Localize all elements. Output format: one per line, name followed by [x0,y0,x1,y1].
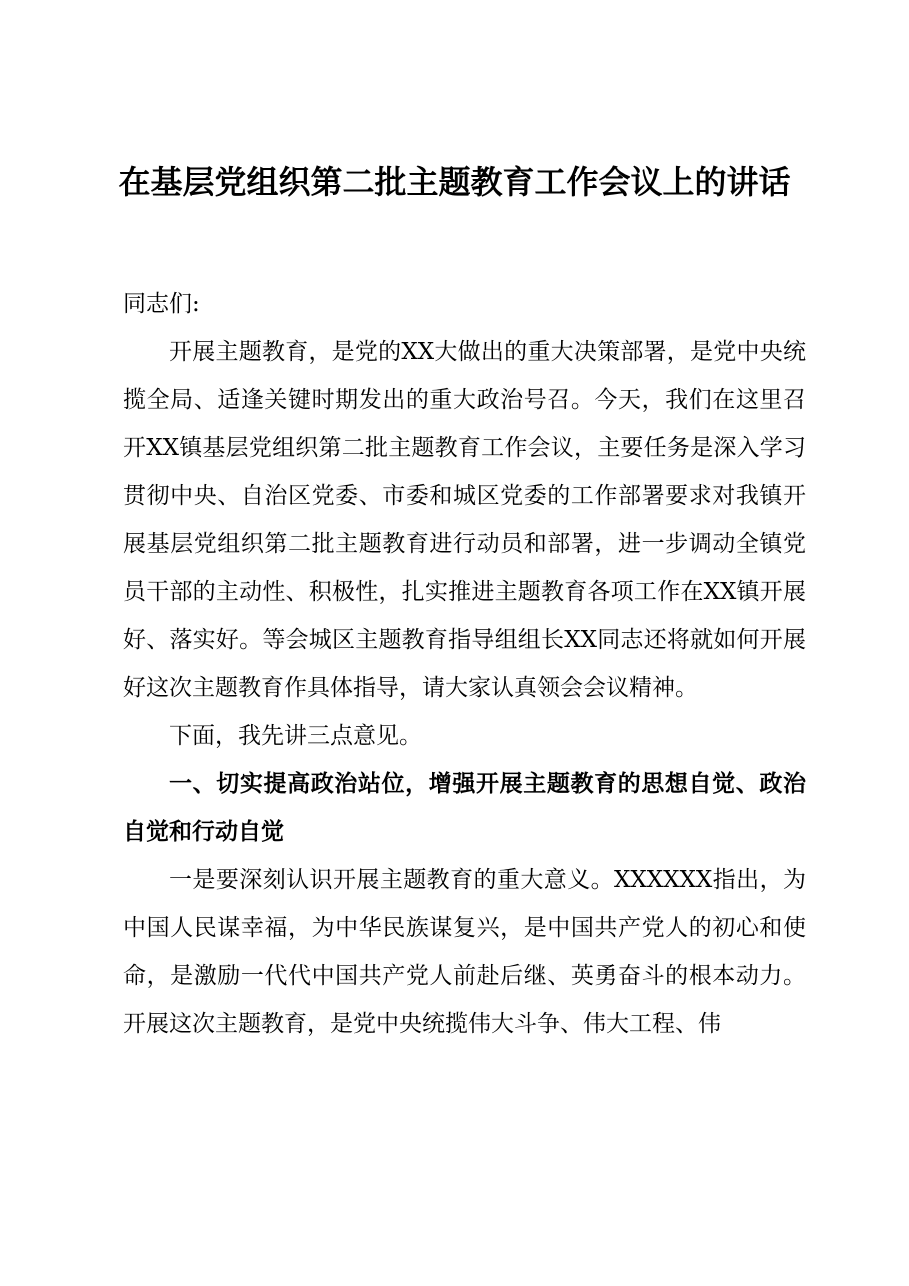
section-heading: 一、切实提高政治站位，增强开展主题教育的思想自觉、政治自觉和行动自觉 [123,771,806,845]
salutation: 同志们: [123,291,200,317]
section-paragraph: 一是要深刻认识开展主题教育的重大意义。XXXXXX指出，为中国人民谋幸福，为中华民族谋复兴，是中国共产党人的初心和使命，是激励一代代中国共产党人前赴后继、英勇奋斗的根本动力。开展这次主题教育，是党中央统揽伟大斗争、伟大工程、伟 [123,867,806,1037]
paragraph-transition: 下面，我先讲三点意见。 [169,723,422,749]
paragraph-intro: 开展主题教育，是党的XX大做出的重大决策部署，是党中央统揽全局、适逢关键时期发出的重大政治号召。今天，我们在这里召开XX镇基层党组织第二批主题教育工作会议，主要任务是深入学习贯彻中央、自治区党委、市委和城区党委的工作部署要求对我镇开展基层党组织第二批主题教育进行动员和部署，进一步调动全镇党员干部的主动性、积极性，扎实推进主题教育各项工作在XX镇开展好、落实好。等会城区主题教育指导组组长XX同志还将就如何开展好这次主题教育作具体指导，请大家认真领会会议精神。 [123,339,806,701]
document-body [123,280,806,1048]
document-title: 在基层党组织第二批主题教育工作会议上的讲话 [118,163,791,201]
